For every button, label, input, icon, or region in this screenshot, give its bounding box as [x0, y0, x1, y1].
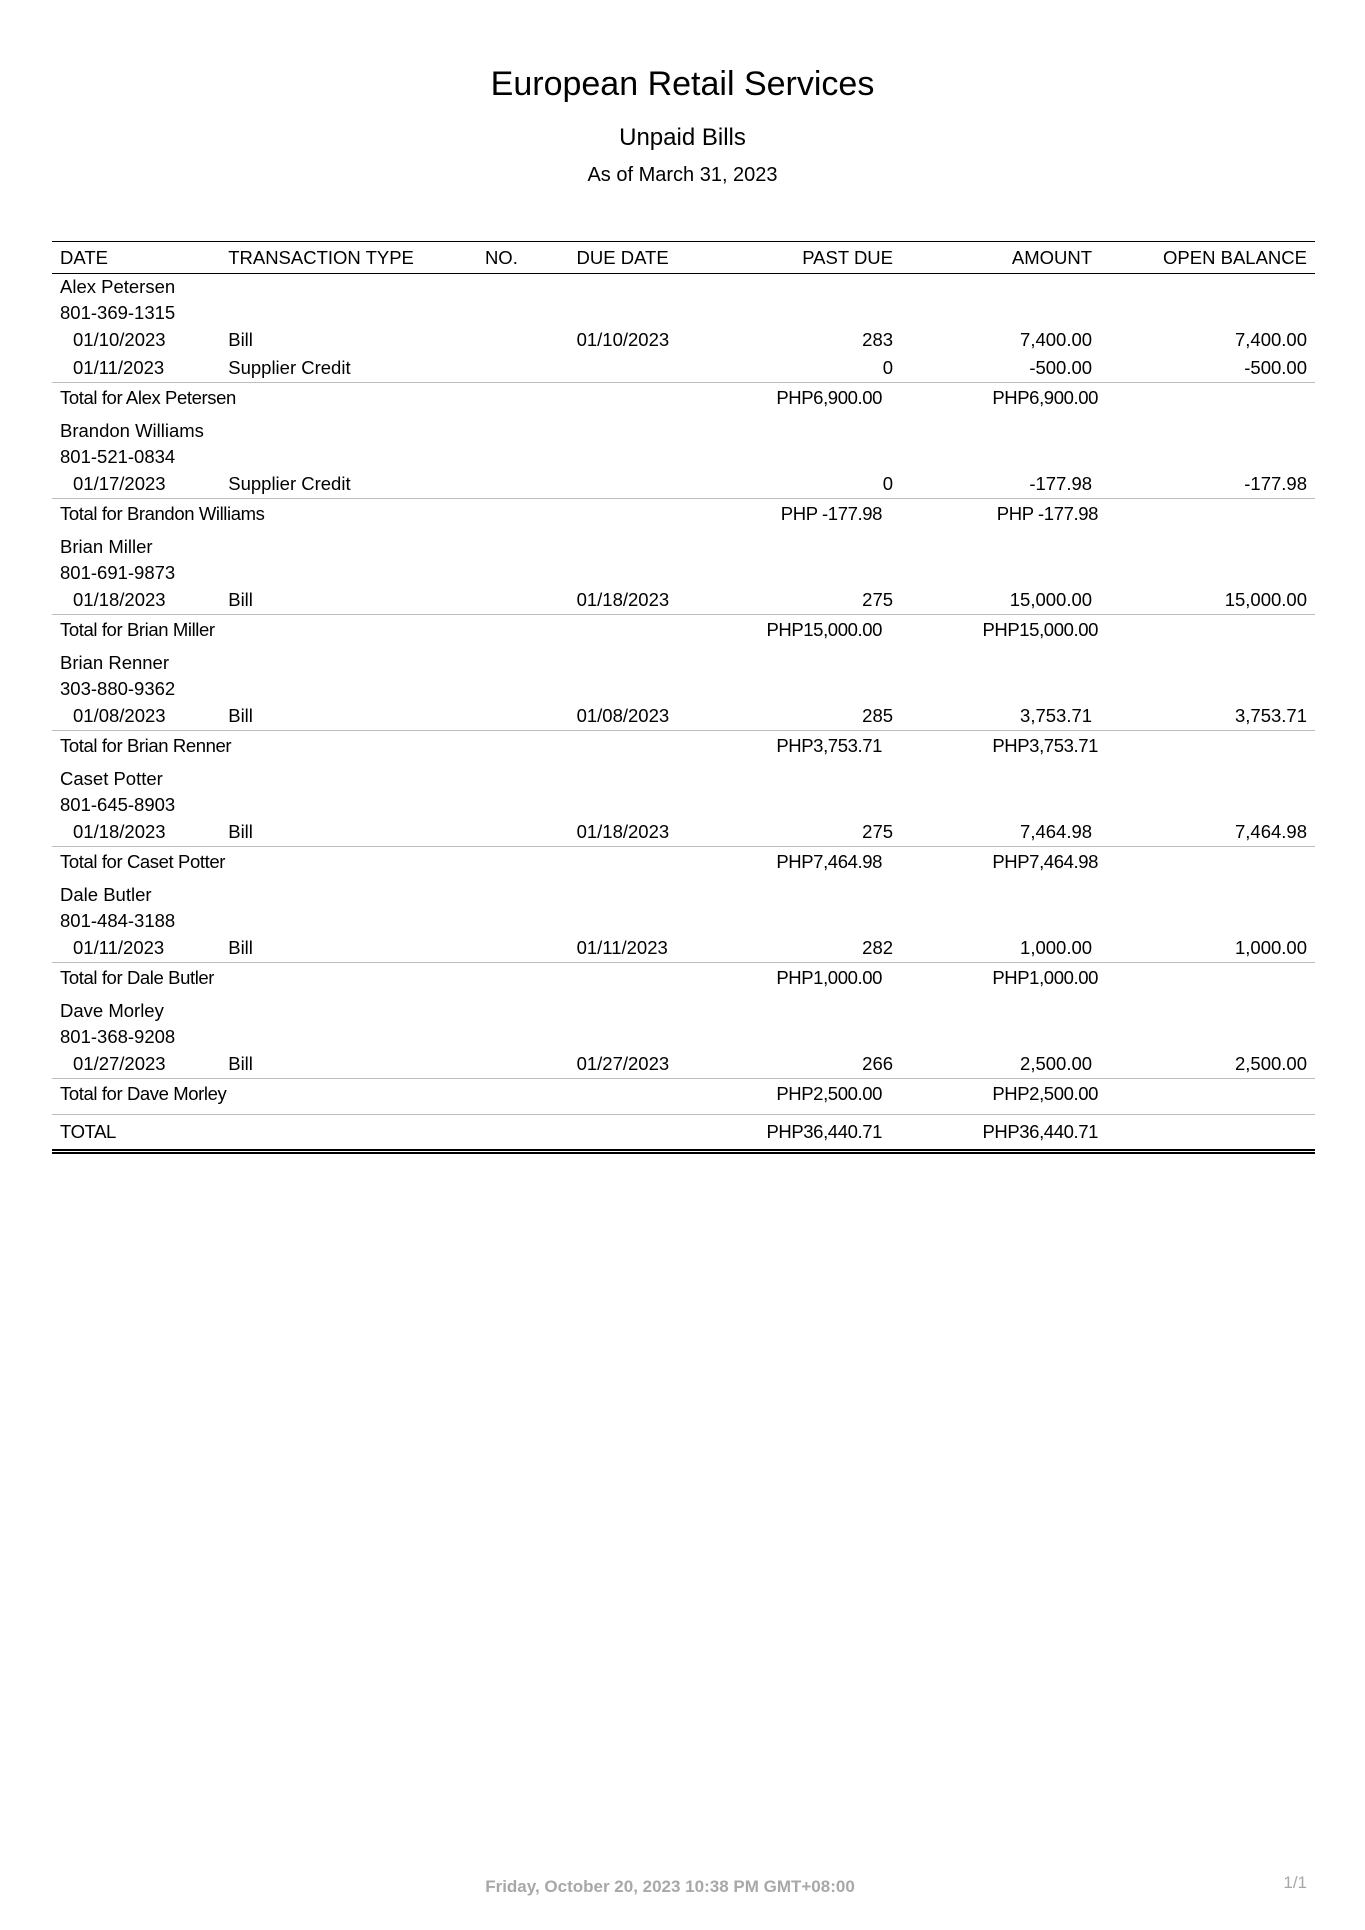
company-name: European Retail Services [490, 65, 875, 103]
transaction-row [52, 470, 1315, 498]
column-header-past-due: PAST DUE [802, 246, 893, 268]
transaction-past-due: 266 [862, 1053, 894, 1074]
grand-total-label: TOTAL [60, 1121, 116, 1142]
vendor-total-open-balance: PHP7,464.98 [992, 850, 1098, 872]
transaction-date: 01/27/2023 [73, 1053, 166, 1074]
transaction-amount: -500.00 [1029, 357, 1093, 378]
transaction-due-date: 01/08/2023 [576, 705, 670, 726]
vendor-phone: 801-645-8903 [60, 794, 176, 815]
vendor-total-row [52, 614, 1315, 644]
vendor-name-row [52, 534, 1315, 560]
vendor-phone: 801-521-0834 [60, 446, 176, 467]
transaction-amount: 1,000.00 [1020, 937, 1093, 958]
vendor-total-row [52, 498, 1315, 528]
transaction-amount: 7,464.98 [1020, 821, 1093, 842]
vendor-total-open-balance: PHP1,000.00 [992, 966, 1098, 988]
report-as-of-date: As of March 31, 2023 [587, 164, 778, 186]
vendor-total-row [52, 730, 1315, 760]
unpaid-bills-table [52, 241, 1315, 1154]
vendor-total-label: Total for Dave Morley [60, 1082, 227, 1104]
transaction-due-date: 01/10/2023 [576, 329, 670, 350]
transaction-past-due: 0 [882, 357, 894, 378]
vendor-phone-row [52, 792, 1315, 818]
transaction-type: Supplier Credit [228, 473, 351, 494]
vendor-total-open-balance: PHP15,000.00 [982, 618, 1098, 640]
grand-total-amount: PHP36,440.71 [766, 1121, 882, 1142]
transaction-row [52, 934, 1315, 962]
vendor-name-row [52, 882, 1315, 908]
vendor-total-label: Total for Brandon Williams [60, 502, 265, 524]
transaction-row [52, 586, 1315, 614]
transaction-type: Bill [228, 329, 253, 350]
vendor-total-amount: PHP3,753.71 [776, 734, 882, 756]
vendor-phone: 801-691-9873 [60, 562, 176, 583]
footer-timestamp: Friday, October 20, 2023 10:38 PM GMT+08:00 [485, 1877, 855, 1896]
transaction-amount: -177.98 [1029, 473, 1093, 494]
vendor-total-label: Total for Alex Petersen [60, 386, 236, 408]
transaction-open-balance: 7,400.00 [1235, 329, 1308, 350]
column-header-due-date: DUE DATE [576, 246, 669, 268]
vendor-total-open-balance: PHP3,753.71 [992, 734, 1098, 756]
vendor-group [52, 418, 1315, 534]
vendor-total-row [52, 846, 1315, 876]
transaction-open-balance: 1,000.00 [1235, 937, 1308, 958]
transaction-date: 01/11/2023 [73, 357, 165, 378]
vendor-total-label: Total for Caset Potter [60, 850, 225, 872]
vendor-total-amount: PHP1,000.00 [776, 966, 882, 988]
transaction-date: 01/10/2023 [73, 329, 166, 350]
transaction-open-balance: -177.98 [1244, 473, 1308, 494]
vendor-phone: 801-368-9208 [60, 1026, 176, 1047]
vendor-total-amount: PHP15,000.00 [766, 618, 882, 640]
vendor-group [52, 650, 1315, 766]
vendor-group [52, 882, 1315, 998]
transaction-type: Bill [228, 937, 253, 958]
vendor-phone: 801-369-1315 [60, 302, 176, 323]
transaction-open-balance: 7,464.98 [1235, 821, 1308, 842]
column-header-date: DATE [60, 246, 108, 268]
vendor-name: Alex Petersen [60, 276, 176, 297]
transaction-due-date: 01/18/2023 [576, 821, 670, 842]
vendor-total-open-balance: PHP6,900.00 [992, 386, 1098, 408]
transaction-row [52, 818, 1315, 846]
column-header-no: NO. [484, 246, 518, 268]
transaction-type: Bill [228, 705, 253, 726]
transaction-date: 01/18/2023 [73, 589, 166, 610]
transaction-amount: 3,753.71 [1020, 705, 1093, 726]
vendor-phone-row [52, 1024, 1315, 1050]
transaction-due-date: 01/11/2023 [576, 937, 668, 958]
vendor-total-label: Total for Dale Butler [60, 966, 215, 988]
vendor-total-row [52, 382, 1315, 412]
transaction-due-date: 01/27/2023 [576, 1053, 670, 1074]
column-header-amount: AMOUNT [1011, 246, 1093, 268]
vendor-total-amount: PHP2,500.00 [776, 1082, 882, 1104]
vendor-total-label: Total for Brian Miller [60, 618, 215, 640]
vendor-total-row [52, 962, 1315, 992]
grand-total-open-balance: PHP36,440.71 [982, 1121, 1098, 1142]
transaction-row [52, 354, 1315, 382]
vendor-phone-row [52, 444, 1315, 470]
column-header-transaction-type: TRANSACTION TYPE [228, 246, 414, 268]
transaction-past-due: 0 [882, 473, 894, 494]
vendor-name: Brian Miller [60, 536, 153, 557]
transaction-date: 01/11/2023 [73, 937, 165, 958]
transaction-past-due: 282 [862, 937, 894, 958]
vendor-total-row [52, 1078, 1315, 1108]
vendor-total-open-balance: PHP2,500.00 [992, 1082, 1098, 1104]
transaction-past-due: 283 [862, 329, 894, 350]
vendor-group [52, 534, 1315, 650]
vendor-name: Dave Morley [60, 1000, 164, 1021]
vendor-groups [52, 274, 1315, 1114]
column-header-open-balance: OPEN BALANCE [1163, 246, 1307, 268]
transaction-open-balance: 3,753.71 [1235, 705, 1308, 726]
transaction-open-balance: 2,500.00 [1235, 1053, 1308, 1074]
vendor-name: Brian Renner [60, 652, 170, 673]
vendor-phone: 303-880-9362 [60, 678, 176, 699]
vendor-group [52, 998, 1315, 1114]
vendor-total-amount: PHP -177.98 [780, 502, 882, 524]
vendor-name: Caset Potter [60, 768, 163, 789]
vendor-phone-row [52, 908, 1315, 934]
vendor-name: Brandon Williams [60, 420, 204, 441]
vendor-total-amount: PHP6,900.00 [776, 386, 882, 408]
vendor-total-label: Total for Brian Renner [60, 734, 232, 756]
transaction-amount: 15,000.00 [1009, 589, 1093, 610]
page-number: 1/1 [1283, 1873, 1307, 1892]
vendor-name-row [52, 766, 1315, 792]
vendor-name-row [52, 274, 1315, 300]
vendor-name-row [52, 418, 1315, 444]
transaction-row [52, 326, 1315, 354]
transaction-row [52, 1050, 1315, 1078]
transaction-amount: 2,500.00 [1020, 1053, 1093, 1074]
transaction-past-due: 285 [862, 705, 894, 726]
transaction-open-balance: 15,000.00 [1224, 589, 1308, 610]
vendor-phone-row [52, 560, 1315, 586]
transaction-open-balance: -500.00 [1244, 357, 1308, 378]
vendor-phone-row [52, 676, 1315, 702]
transaction-type: Bill [228, 821, 253, 842]
vendor-phone: 801-484-3188 [60, 910, 176, 931]
vendor-total-open-balance: PHP -177.98 [996, 502, 1098, 524]
transaction-past-due: 275 [862, 589, 894, 610]
transaction-type: Supplier Credit [228, 357, 351, 378]
vendor-group [52, 766, 1315, 882]
vendor-phone-row [52, 300, 1315, 326]
vendor-name-row [52, 998, 1315, 1024]
transaction-date: 01/17/2023 [73, 473, 166, 494]
transaction-date: 01/18/2023 [73, 821, 166, 842]
transaction-row [52, 702, 1315, 730]
transaction-due-date: 01/18/2023 [576, 589, 670, 610]
vendor-name: Dale Butler [60, 884, 152, 905]
transaction-date: 01/08/2023 [73, 705, 166, 726]
report-title: Unpaid Bills [619, 124, 746, 151]
vendor-name-row [52, 650, 1315, 676]
transaction-type: Bill [228, 1053, 253, 1074]
table-header [52, 241, 1315, 274]
vendor-total-amount: PHP7,464.98 [776, 850, 882, 872]
transaction-amount: 7,400.00 [1020, 329, 1093, 350]
transaction-type: Bill [228, 589, 253, 610]
grand-total-row [52, 1114, 1315, 1154]
vendor-group [52, 274, 1315, 418]
transaction-past-due: 275 [862, 821, 894, 842]
